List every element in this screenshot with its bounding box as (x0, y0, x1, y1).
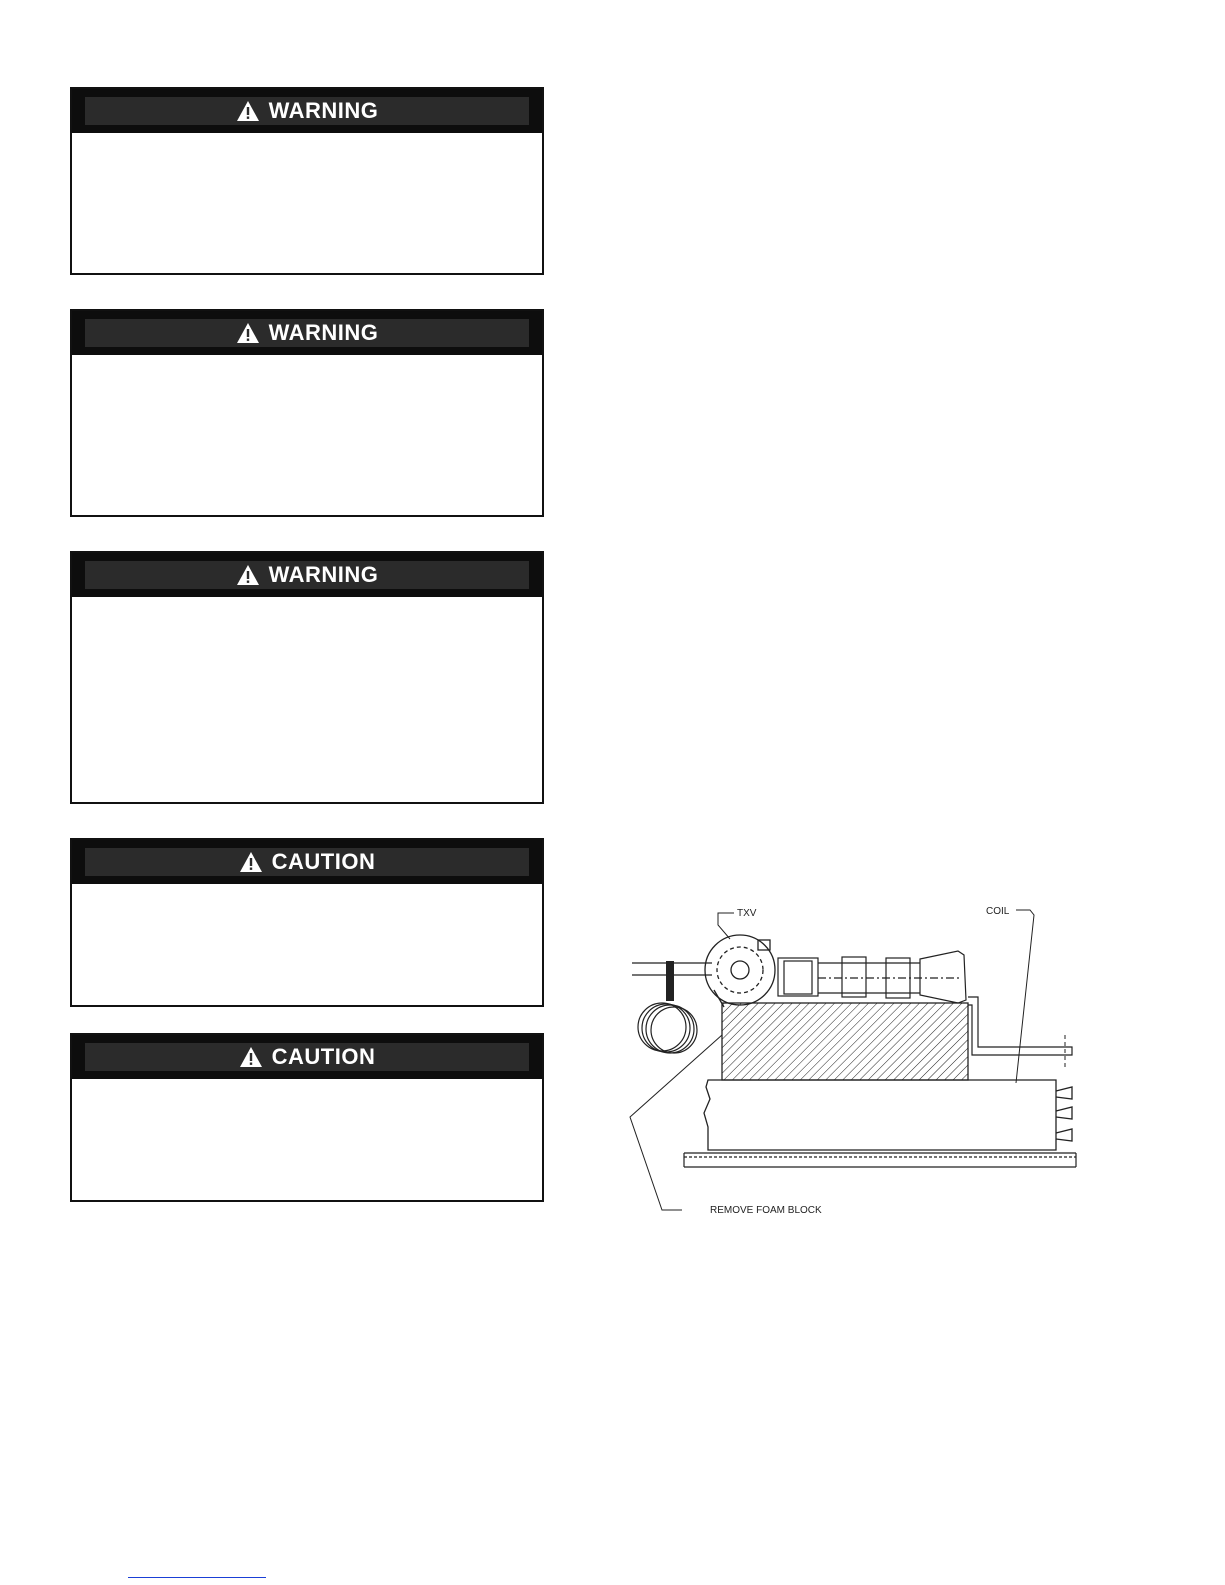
warning-notice-3 (70, 551, 544, 804)
notice-title: WARNING (268, 320, 379, 345)
capillary-coil (638, 1003, 697, 1053)
notice-title: CAUTION (271, 1044, 376, 1069)
coil-body (704, 1080, 1072, 1150)
notice-body (72, 884, 542, 1005)
notice-title-bar (85, 97, 529, 125)
txv-label: TXV (737, 908, 757, 919)
notice-title-bar (85, 561, 529, 589)
caution-notice-1 (70, 838, 544, 1007)
txv-foam-block-figure (620, 895, 1090, 1225)
notice-title-bar (85, 1043, 529, 1071)
warning-triangle-icon (239, 1046, 263, 1068)
caution-notice-2 (70, 1033, 544, 1202)
warning-triangle-icon (239, 851, 263, 873)
drain-pan (684, 1153, 1076, 1167)
tube (632, 961, 712, 1001)
warning-triangle-icon (236, 100, 260, 122)
footer-link-underline (128, 1577, 266, 1578)
notice-title-bar (85, 319, 529, 347)
notice-title: WARNING (268, 98, 379, 123)
notice-header (72, 89, 542, 133)
coil-label: COIL (986, 906, 1010, 917)
txv-valve (705, 935, 775, 1007)
notice-body (72, 133, 542, 273)
warning-notice-2 (70, 309, 544, 517)
notice-title: WARNING (268, 562, 379, 587)
warning-notice-1 (70, 87, 544, 275)
warning-triangle-icon (236, 564, 260, 586)
remove-foam-block-label: REMOVE FOAM BLOCK (710, 1205, 822, 1216)
valve-extension (778, 951, 966, 1003)
foam-block (722, 1003, 968, 1080)
notice-body (72, 355, 542, 515)
notice-body (72, 597, 542, 802)
notice-header (72, 1035, 542, 1079)
notice-title: CAUTION (271, 849, 376, 874)
notice-header (72, 311, 542, 355)
notice-header (72, 840, 542, 884)
notice-header (72, 553, 542, 597)
notice-body (72, 1079, 542, 1200)
notice-title-bar (85, 848, 529, 876)
warning-triangle-icon (236, 322, 260, 344)
figure-drawing (620, 895, 1090, 1225)
